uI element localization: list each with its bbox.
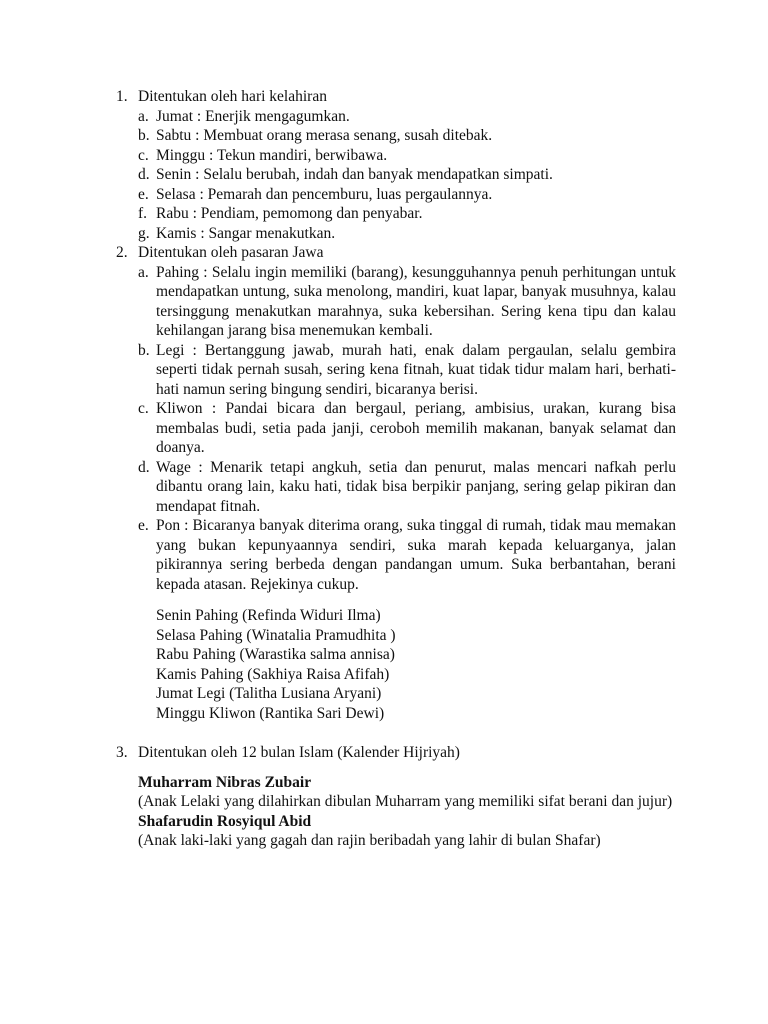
section-number: 1. xyxy=(116,88,128,105)
list-item xyxy=(138,458,676,517)
item-letter: e. xyxy=(138,185,149,203)
item-letter: a. xyxy=(138,263,149,281)
item-letter: c. xyxy=(138,146,149,164)
list-item xyxy=(138,146,676,166)
month-name: Shafarudin Rosyiqul Abid xyxy=(138,812,312,830)
item-letter: a. xyxy=(138,107,149,125)
item-list xyxy=(138,263,676,595)
name-entry: Rabu Pahing (Warastika salma annisa) xyxy=(156,646,395,663)
item-text: Minggu : Tekun mandiri, berwibawa. xyxy=(156,146,388,164)
item-text: Selasa : Pemarah dan pencemburu, luas pergaulannya. xyxy=(156,185,493,203)
list-item xyxy=(138,204,676,224)
item-text: Senin : Selalu berubah, indah dan banyak mendapatkan simpati. xyxy=(156,166,553,183)
month-name-list xyxy=(138,773,676,851)
item-text: Rabu : Pendiam, pemomong dan penyabar. xyxy=(156,205,423,222)
section-title: Ditentukan oleh pasaran Jawa xyxy=(138,244,324,261)
month-name-description: (Anak Lelaki yang dilahirkan dibulan Muharram yang memiliki sifat berani dan jujur) xyxy=(138,793,673,810)
section-title: Ditentukan oleh 12 bulan Islam (Kalender Hijriyah) xyxy=(138,744,460,761)
list-item xyxy=(138,224,676,244)
name-entry: Minggu Kliwon (Rantika Sari Dewi) xyxy=(156,704,385,722)
item-letter: c. xyxy=(138,400,149,417)
item-text: Pon : Bicaranya banyak diterima orang, suka tinggal di rumah, tidak mau memakan yang bukan kepunyaannya sendiri, suka marah kepada keluarganya, jalan pikirannya sering berbeda dengan pandangan umum. Suka berbantahan, berani kepada atasan. Rejekinya cukup. xyxy=(156,517,676,593)
item-text: Sabtu : Membuat orang merasa senang, susah ditebak. xyxy=(156,127,493,144)
name-entry: Kamis Pahing (Sakhiya Raisa Afifah) xyxy=(156,665,390,683)
list-item xyxy=(138,263,676,341)
item-letter: d. xyxy=(138,458,150,476)
list-item xyxy=(138,107,676,127)
item-letter: g. xyxy=(138,224,150,242)
month-name-description: (Anak laki-laki yang gagah dan rajin beribadah yang lahir di bulan Shafar) xyxy=(138,832,601,849)
item-letter: f. xyxy=(138,205,148,222)
item-text: Legi : Bertanggung jawab, murah hati, enak dalam pergaulan, selalu gembira seperti tidak pernah susah, sering kena fitnah, kuat tidak tidur malam hari, berhati-hati namun sering bingung sendiri, bicaranya berisi. xyxy=(156,341,676,398)
section-islamic-month xyxy=(108,743,676,851)
section-heading xyxy=(108,743,676,763)
section-heading xyxy=(108,243,676,263)
document-content xyxy=(108,87,676,851)
list-item xyxy=(138,185,676,205)
item-letter: e. xyxy=(138,517,149,534)
list-item xyxy=(138,516,676,594)
section-heading xyxy=(108,87,676,107)
item-letter: d. xyxy=(138,166,150,183)
item-text: Jumat : Enerjik mengagumkan. xyxy=(156,107,350,125)
list-item xyxy=(138,399,676,458)
section-birth-day xyxy=(108,87,676,243)
name-entry: Selasa Pahing (Winatalia Pramudhita ) xyxy=(156,626,396,644)
name-list xyxy=(156,606,676,723)
name-entry: Senin Pahing (Refinda Widuri Ilma) xyxy=(156,607,381,624)
item-text: Kliwon : Pandai bicara dan bergaul, periang, ambisius, urakan, kurang bisa membalas budi, setia pada janji, ceroboh memilih makanan, banyak selamat dan doanya. xyxy=(156,400,676,456)
list-item xyxy=(138,126,676,146)
item-text: Pahing : Selalu ingin memiliki (barang), kesungguhannya penuh perhitungan untuk mendapatkan untung, suka menolong, mandiri, kuat lapar, banyak musuhnya, kalau tersinggung menakutkan marahnya, suka kebersihan. Sering kena tipu dan kalau kehilangan jarang bisa menemukan kembali. xyxy=(156,263,676,339)
section-javanese-market-day xyxy=(108,243,676,723)
item-letter: b. xyxy=(138,341,150,359)
item-text: Kamis : Sangar menakutkan. xyxy=(156,224,336,242)
section-number: 3. xyxy=(116,744,128,761)
item-letter: b. xyxy=(138,127,150,144)
section-title: Ditentukan oleh hari kelahiran xyxy=(138,88,327,105)
item-list xyxy=(138,107,676,244)
item-text: Wage : Menarik tetapi angkuh, setia dan penurut, malas mencari nafkah perlu dibantu orang lain, kaku hati, tidak bisa berpikir panjang, sering gelap pikiran dan mendapat fitnah. xyxy=(156,458,676,515)
section-number: 2. xyxy=(116,244,128,261)
list-item xyxy=(138,341,676,400)
list-item xyxy=(138,165,676,185)
month-name: Muharram Nibras Zubair xyxy=(138,773,312,791)
name-entry: Jumat Legi (Talitha Lusiana Aryani) xyxy=(156,685,382,702)
